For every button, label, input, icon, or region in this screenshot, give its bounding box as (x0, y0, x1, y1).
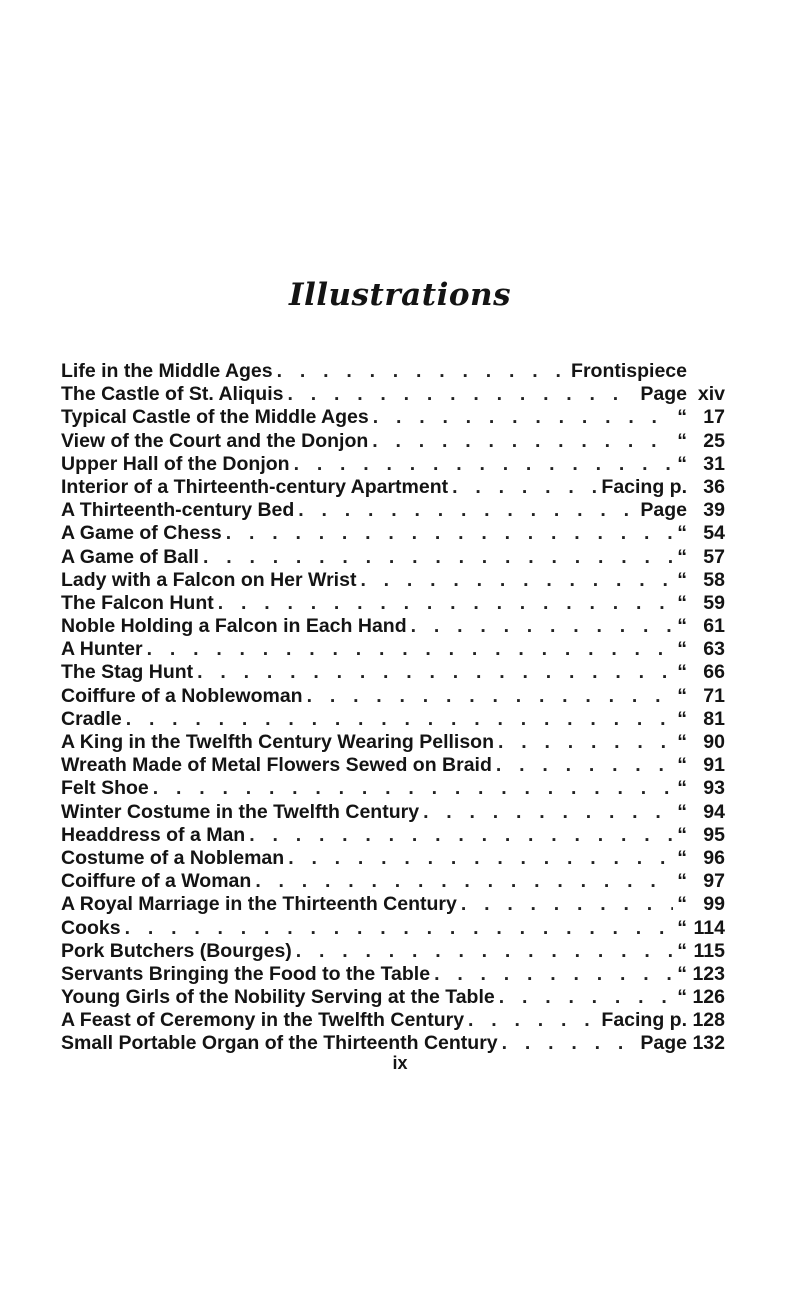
dot-leader (369, 406, 674, 429)
dot-leader (284, 847, 673, 870)
dot-leader (448, 476, 597, 499)
page-heading: Illustrations (288, 277, 512, 313)
dot-leader (294, 499, 636, 522)
list-item (61, 893, 725, 916)
illustration-title: Headdress of a Man (61, 823, 246, 846)
illustration-title: Interior of a Thirteenth-century Apartment (61, 475, 449, 498)
page-ref: 71 (703, 684, 725, 707)
page-ref: 91 (703, 754, 725, 777)
page-ref: 96 (703, 846, 725, 869)
list-item (61, 1009, 725, 1032)
list-item (61, 453, 725, 476)
illustration-title: The Stag Hunt (61, 661, 194, 684)
illustration-title: The Castle of St. Aliquis (61, 383, 284, 406)
page-ref: xiv (697, 383, 725, 406)
page-ref: 99 (703, 893, 725, 916)
page-label: Facing p. (601, 475, 687, 498)
page-label: “ (677, 707, 687, 730)
page-label: “ (677, 545, 687, 568)
dot-leader (149, 777, 673, 800)
page-label: Page (640, 383, 687, 406)
page-label: “ (677, 452, 687, 475)
page-ref: 57 (703, 545, 725, 568)
page-ref: 123 (692, 962, 725, 985)
page-label: “ (677, 615, 687, 638)
list-item (61, 754, 725, 777)
illustration-title: A King in the Twelfth Century Wearing Pellison (61, 731, 494, 753)
dot-leader (303, 685, 674, 708)
list-item (61, 499, 725, 522)
page-label: “ (677, 429, 687, 452)
illustration-title: Coiffure of a Noblewoman (61, 684, 303, 707)
illustration-title: Cradle (61, 707, 122, 730)
page-label: “ (677, 522, 687, 545)
list-item (61, 383, 725, 406)
dot-leader (193, 661, 673, 684)
dot-leader (292, 940, 673, 963)
illustration-title: Winter Costume in the Twelfth Century (61, 800, 420, 823)
illustration-title: Servants Bringing the Food to the Table (61, 962, 431, 985)
dot-leader (495, 986, 674, 1009)
illustration-title: Felt Shoe (61, 777, 149, 800)
list-item (61, 708, 725, 731)
illustration-title: The Falcon Hunt (61, 591, 214, 614)
page-label: Page (640, 1032, 687, 1055)
illustration-title: Small Portable Organ of the Thirteenth Century (61, 1032, 498, 1055)
list-item (61, 476, 725, 499)
page-ref: 81 (703, 707, 725, 730)
illustration-title: Pork Butchers (Bourges) (61, 939, 292, 962)
page-label: “ (677, 638, 687, 661)
illustration-title: Costume of a Nobleman (61, 846, 285, 869)
page-label: “ (677, 684, 687, 707)
page-label: “ (677, 731, 687, 753)
list-item (61, 986, 725, 1009)
dot-leader (464, 1009, 597, 1032)
page-ref: 63 (703, 638, 725, 661)
page-label: “ (677, 986, 687, 1009)
dot-leader (494, 731, 673, 754)
page-label: “ (677, 754, 687, 777)
dot-leader (283, 383, 636, 406)
list-item (61, 801, 725, 824)
page-ref: 25 (703, 429, 725, 452)
dot-leader (214, 592, 674, 615)
illustrations-list (61, 360, 725, 1056)
page-label: Frontispiece (571, 360, 687, 382)
page-ref: 17 (703, 406, 725, 429)
illustration-title: Cooks (61, 916, 121, 939)
dot-leader (245, 824, 673, 847)
illustration-title: Coiffure of a Woman (61, 870, 252, 893)
list-item (61, 661, 725, 684)
list-item (61, 940, 725, 963)
page-label: “ (677, 800, 687, 823)
dot-leader (121, 917, 674, 940)
page-label: “ (677, 962, 687, 985)
dot-leader (273, 360, 567, 383)
page-label: Page (640, 499, 687, 522)
page-label: “ (677, 870, 687, 893)
page-label: “ (677, 939, 687, 962)
illustration-title: Upper Hall of the Donjon (61, 452, 290, 475)
page-ref: 132 (692, 1032, 725, 1055)
page-label: “ (677, 568, 687, 591)
illustration-title: A Royal Marriage in the Thirteenth Century (61, 893, 457, 916)
page-ref: 114 (693, 916, 725, 939)
page-label: “ (677, 893, 687, 916)
illustration-title: Typical Castle of the Middle Ages (61, 406, 369, 429)
page-label: “ (677, 846, 687, 869)
list-item (61, 615, 725, 638)
list-item (61, 569, 725, 592)
page-ref: 97 (703, 870, 725, 893)
illustration-title: Young Girls of the Nobility Serving at the Table (61, 986, 495, 1009)
page-ref: 54 (703, 522, 725, 545)
page-ref: 31 (703, 452, 725, 475)
page-ref: 66 (703, 661, 725, 684)
dot-leader (419, 801, 673, 824)
page-label: “ (677, 591, 687, 614)
page-label: “ (677, 661, 687, 684)
list-item (61, 406, 725, 429)
list-item (61, 522, 725, 545)
dot-leader (143, 638, 674, 661)
page-ref: 94 (703, 800, 725, 823)
dot-leader (457, 893, 673, 916)
illustration-title: Noble Holding a Falcon in Each Hand (61, 615, 407, 638)
list-item (61, 731, 725, 754)
page-label: “ (677, 777, 687, 800)
list-item (61, 638, 725, 661)
page-label: “ (677, 916, 687, 939)
page-label: “ (677, 406, 687, 429)
list-item (61, 870, 725, 893)
list-item (61, 360, 725, 383)
page-ref: 58 (703, 568, 725, 591)
dot-leader (492, 754, 673, 777)
dot-leader (368, 430, 673, 453)
page-ref: 59 (703, 591, 725, 614)
illustration-title: Lady with a Falcon on Her Wrist (61, 568, 357, 591)
list-item (61, 685, 725, 708)
page-label: “ (677, 823, 687, 846)
dot-leader (430, 963, 673, 986)
page-ref: 128 (692, 1009, 725, 1032)
list-item (61, 847, 725, 870)
list-item (61, 592, 725, 615)
dot-leader (122, 708, 674, 731)
dot-leader (251, 870, 673, 893)
page-ref: 115 (693, 939, 725, 962)
list-item (61, 917, 725, 940)
dot-leader (222, 522, 674, 545)
page-ref: 61 (703, 615, 725, 638)
illustration-title: View of the Court and the Donjon (61, 429, 369, 452)
dot-leader (199, 546, 673, 569)
dot-leader (290, 453, 674, 476)
illustration-title: Wreath Made of Metal Flowers Sewed on Braid (61, 754, 492, 777)
illustration-title: A Game of Ball (61, 545, 199, 568)
page-ref: 90 (703, 731, 725, 753)
dot-leader (356, 569, 673, 592)
list-item (61, 546, 725, 569)
page-ref: 126 (692, 986, 725, 1009)
illustration-title: A Hunter (61, 638, 143, 661)
illustration-title: A Feast of Ceremony in the Twelfth Century (61, 1009, 465, 1032)
page-ref: 36 (703, 475, 725, 498)
list-item (61, 430, 725, 453)
list-item (61, 963, 725, 986)
illustration-title: Life in the Middle Ages (61, 360, 273, 382)
page-ref: 39 (703, 499, 725, 522)
page-ref: 95 (703, 823, 725, 846)
list-item (61, 777, 725, 800)
page-number: ix (392, 1053, 408, 1073)
dot-leader (407, 615, 674, 638)
page-ref: 93 (703, 777, 725, 800)
page-label: Facing p. (601, 1009, 687, 1032)
illustration-title: A Thirteenth-century Bed (61, 499, 295, 522)
list-item (61, 824, 725, 847)
illustration-title: A Game of Chess (61, 522, 222, 545)
